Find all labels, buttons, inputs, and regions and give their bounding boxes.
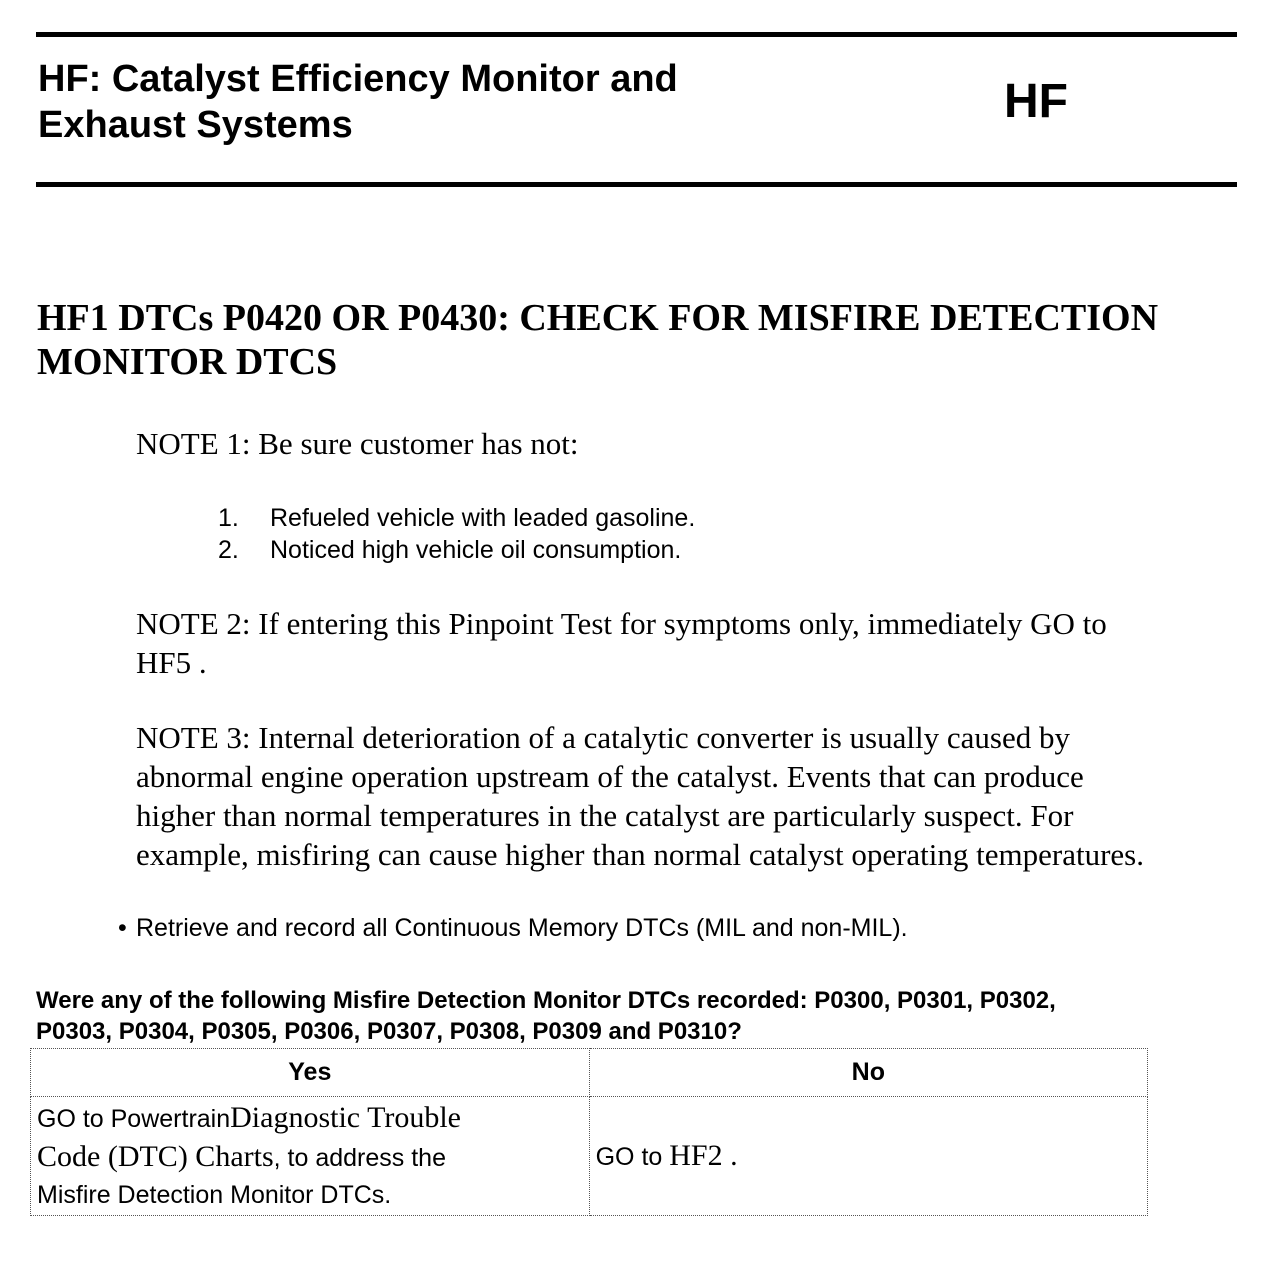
column-header-yes: Yes xyxy=(31,1049,590,1097)
decision-table xyxy=(30,1048,1148,1216)
note-3 xyxy=(136,718,1236,874)
list-item-number: 1. xyxy=(218,504,239,532)
note-1: NOTE 1: Be sure customer has not: xyxy=(136,426,579,461)
table-header-row xyxy=(31,1049,1148,1097)
top-rule xyxy=(36,32,1237,37)
hf2-link[interactable]: HF2 . xyxy=(669,1138,738,1172)
list-item-text: Refueled vehicle with leaded gasoline. xyxy=(270,504,696,532)
note-3-line2: abnormal engine operation upstream of the catalyst. Events that can produce xyxy=(136,759,1084,794)
table-row xyxy=(31,1097,1148,1216)
note-2 xyxy=(136,604,1236,682)
yes-cell xyxy=(31,1097,590,1216)
pinpoint-test-title-line2: MONITOR DTCS xyxy=(37,341,338,383)
pinpoint-test-title-line1: HF1 DTCs P0420 OR P0430: CHECK FOR MISFIRE DETECTION xyxy=(37,297,1159,339)
note-2-line1: NOTE 2: If entering this Pinpoint Test for symptoms only, immediately GO to xyxy=(136,606,1107,641)
dtc-charts-link[interactable]: Diagnostic Trouble xyxy=(230,1100,461,1134)
yes-text-part5: Misfire Detection Monitor DTCs. xyxy=(37,1180,392,1209)
bullet-icon: • xyxy=(118,914,127,942)
yes-text-part4: , to address the xyxy=(273,1143,446,1172)
list-item xyxy=(218,502,695,534)
dtc-charts-link-cont[interactable]: Code (DTC) Charts xyxy=(37,1139,274,1173)
note-2-link-hf5[interactable]: HF5 . xyxy=(136,645,207,680)
bottom-rule xyxy=(36,182,1237,187)
column-header-no: No xyxy=(589,1049,1147,1097)
decision-question-line1: Were any of the following Misfire Detection Monitor DTCs recorded: P0300, P0301, P0302, xyxy=(36,987,1056,1014)
no-cell xyxy=(589,1097,1147,1216)
list-item xyxy=(218,534,695,566)
note-3-line1: NOTE 3: Internal deterioration of a catalytic converter is usually caused by xyxy=(136,720,1070,755)
yes-text-part1: GO to Powertrain xyxy=(37,1104,231,1133)
page-title-line2: Exhaust Systems xyxy=(38,104,353,146)
list-item-text: Noticed high vehicle oil consumption. xyxy=(270,536,682,564)
page-title-line1: HF: Catalyst Efficiency Monitor and xyxy=(38,58,678,100)
action-step-text: Retrieve and record all Continuous Memory DTCs (MIL and non-MIL). xyxy=(136,914,908,942)
decision-question-line2: P0303, P0304, P0305, P0306, P0307, P0308, P0309 and P0310? xyxy=(36,1018,742,1045)
page-title xyxy=(38,56,798,148)
section-code: HF xyxy=(1004,75,1068,128)
no-text-part1: GO to xyxy=(595,1142,670,1171)
action-step xyxy=(118,912,908,944)
note-3-line4: example, misfiring can cause higher than normal catalyst operating temperatures. xyxy=(136,837,1144,872)
note-1-list xyxy=(218,502,695,566)
note-3-line3: higher than normal temperatures in the catalyst are particularly suspect. For xyxy=(136,798,1074,833)
decision-question xyxy=(36,985,1256,1047)
list-item-number: 2. xyxy=(218,536,239,564)
pinpoint-test-title xyxy=(37,296,1237,384)
